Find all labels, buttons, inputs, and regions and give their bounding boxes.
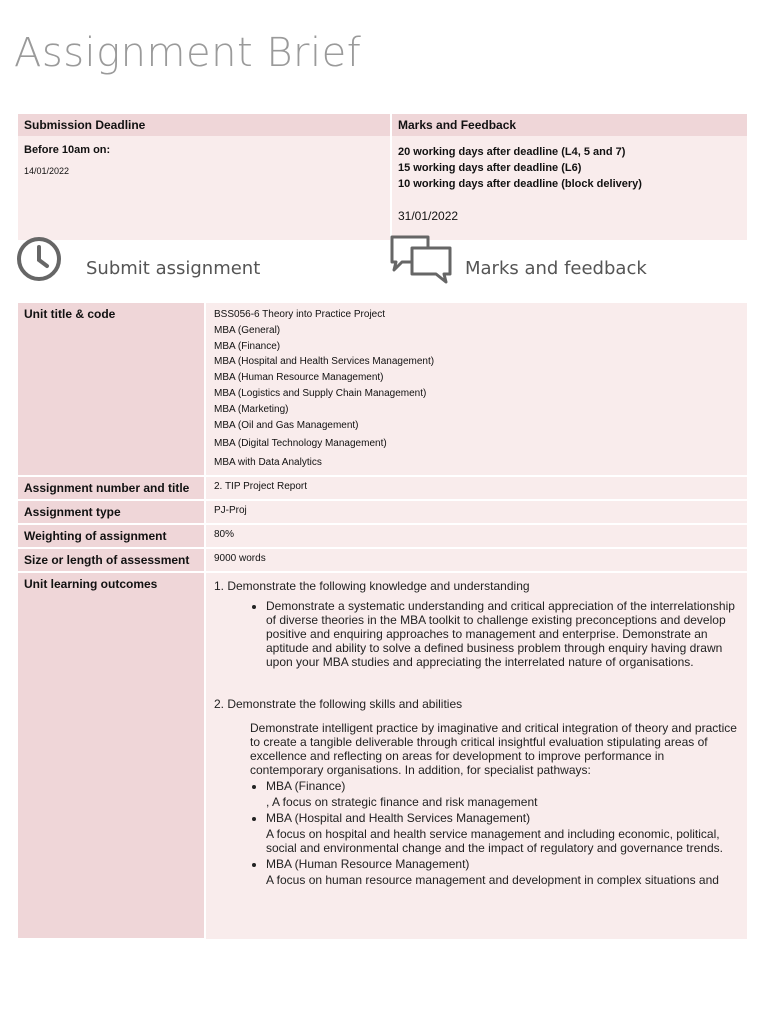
pathway-name: • MBA (Finance) — [266, 778, 346, 793]
unit-title-value — [205, 303, 747, 476]
unit-line: MBA (Human Resource Management) — [214, 372, 384, 384]
unit-line: BSS056-6 Theory into Practice Project — [214, 309, 386, 320]
unit-line: MBA (Digital Technology Management) — [214, 438, 387, 450]
assignment-type-value: PJ-Proj — [205, 500, 747, 524]
marks-feedback-label: Marks and feedback — [465, 258, 647, 279]
unit-line: MBA (Finance) — [214, 340, 281, 352]
feedback-line: 15 working days after deadline (L6) — [398, 162, 582, 174]
learning-outcomes-row — [18, 572, 747, 939]
unit-title-row — [18, 303, 747, 476]
pathway-item — [266, 811, 739, 855]
pathway-name: • MBA (Human Resource Management) — [266, 856, 470, 871]
assignment-type-label: Assignment type — [18, 500, 205, 524]
assignment-number-value: 2. TIP Project Report — [205, 476, 747, 500]
pathway-item — [266, 779, 739, 809]
learning-outcomes-value — [205, 572, 747, 939]
deadline-date: 14/01/2022 — [24, 166, 70, 176]
unit-title-label: Unit title & code — [18, 303, 205, 476]
pathway-item — [266, 857, 739, 887]
pathway-desc: , A focus on strategic finance and risk management — [266, 794, 538, 809]
unit-line: MBA (Logistics and Supply Chain Management) — [214, 387, 427, 399]
pathway-desc: A focus on hospital and health service management and including economic, political, social and environmental change and the impact of regulatory and governance trends. — [266, 826, 723, 855]
icon-row — [0, 234, 768, 294]
outcome-2-heading: 2. Demonstrate the following skills and abilities — [214, 696, 463, 711]
size-label: Size or length of assessment — [18, 548, 205, 572]
submit-assignment-label: Submit assignment — [86, 258, 261, 279]
assignment-number-label: Assignment number and title — [18, 476, 205, 500]
marks-feedback-header: Marks and Feedback — [391, 114, 747, 136]
pathway-desc: A focus on human resource management and development in complex situations and — [266, 872, 719, 887]
weighting-label: Weighting of assignment — [18, 524, 205, 548]
assignment-details-table — [18, 303, 747, 940]
document-title: Assignment Brief — [14, 30, 362, 76]
deadline-table — [18, 114, 747, 240]
outcome-1-bullet: • Demonstrate a systematic understanding and critical appreciation of the interrelationship of diverse theories in the MBA toolkit to challenge existing preconceptions and develop positive and enquiring approaches to management and enterprise. Demonstrate an aptitude and ability to solve a defined business problem through enquiry having drawn upon your MBA studies and appreciating the interrelated nature of organisations. — [266, 599, 739, 669]
marks-feedback-cell — [391, 136, 747, 240]
size-value: 9000 words — [205, 548, 747, 572]
unit-line: MBA with Data Analytics — [214, 457, 322, 469]
feedback-line: 20 working days after deadline (L4, 5 and 7) — [398, 146, 626, 158]
deadline-label: Before 10am on: — [24, 144, 111, 156]
outcome-2-paragraph: Demonstrate intelligent practice by imaginative and critical integration of theory and practice to create a tangible deliverable through critical insightful evaluation stipulating areas of excellence and reflecting on areas for development to improve performance in contemporary organisations. In addition, for specialist pathways: — [250, 720, 737, 777]
clock-icon — [16, 236, 62, 282]
weighting-value: 80% — [205, 524, 747, 548]
submission-deadline-cell — [18, 136, 391, 240]
outcome-1-heading: 1. Demonstrate the following knowledge and understanding — [214, 578, 530, 593]
size-row — [18, 548, 747, 572]
learning-outcomes-label: Unit learning outcomes — [18, 572, 205, 939]
pathway-name: • MBA (Hospital and Health Services Management) — [266, 810, 531, 825]
unit-line: MBA (Hospital and Health Services Management) — [214, 356, 435, 368]
speech-bubbles-icon — [388, 234, 454, 284]
unit-line: MBA (Marketing) — [214, 403, 289, 415]
unit-line: MBA (General) — [214, 324, 281, 336]
assignment-number-row — [18, 476, 747, 500]
unit-line: MBA (Oil and Gas Management) — [214, 419, 359, 431]
submission-deadline-header: Submission Deadline — [18, 114, 391, 136]
weighting-row — [18, 524, 747, 548]
feedback-line: 10 working days after deadline (block delivery) — [398, 178, 642, 190]
feedback-date: 31/01/2022 — [398, 209, 459, 223]
assignment-type-row — [18, 500, 747, 524]
